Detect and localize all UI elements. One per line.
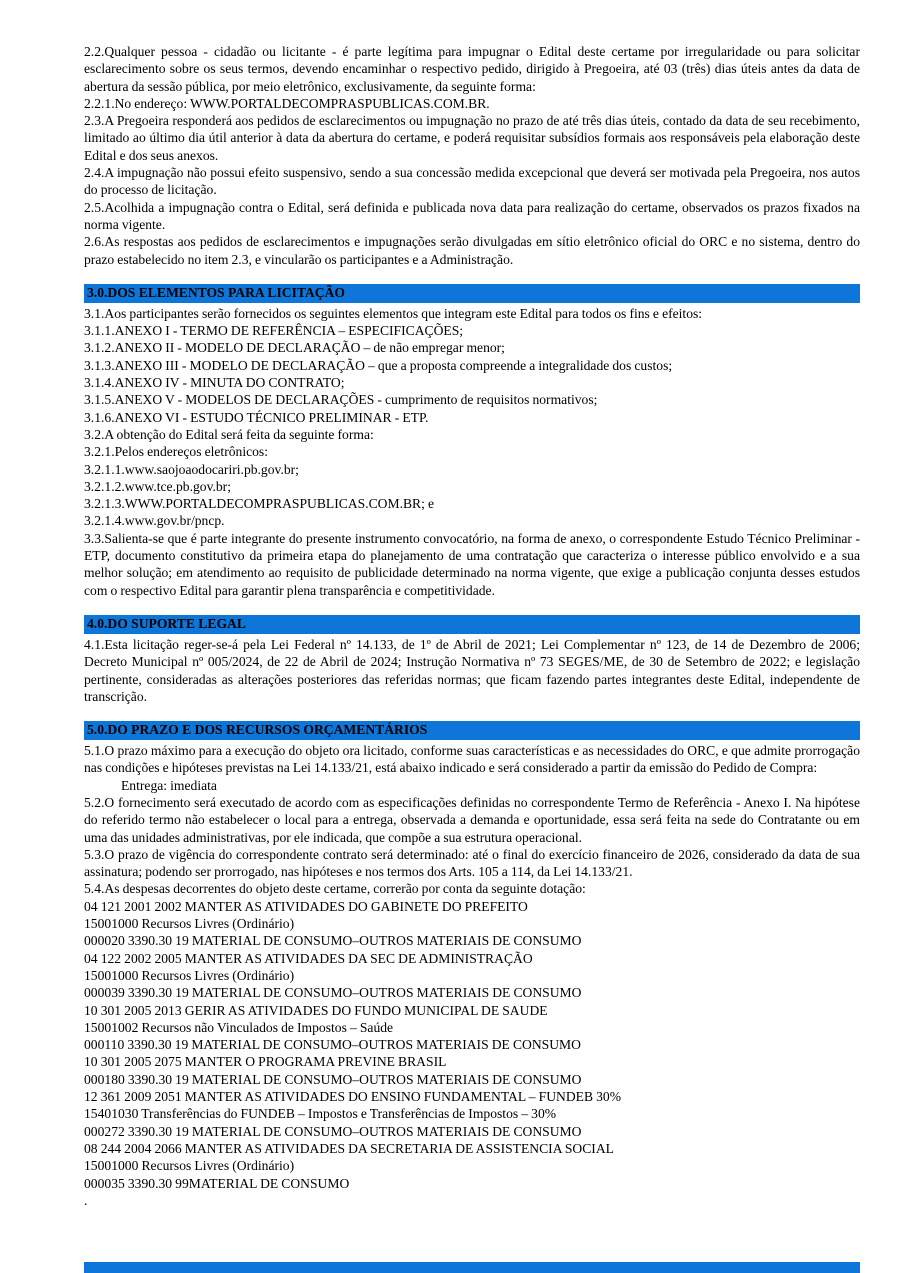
budget-line: 08 244 2004 2066 MANTER AS ATIVIDADES DA SECRETARIA DE ASSISTENCIA SOCIAL xyxy=(84,1140,614,1156)
paragraph-3-1-1: 3.1.1.ANEXO I - TERMO DE REFERÊNCIA – ESPECIFICAÇÕES; xyxy=(84,323,464,339)
paragraph-3-1-5: 3.1.5.ANEXO V - MODELOS DE DECLARAÇÕES - cumprimento de requisitos normativos; xyxy=(84,392,598,408)
section-header-5-0: 5.0.DO PRAZO E DOS RECURSOS ORÇAMENTÁRIOS xyxy=(84,721,860,740)
paragraph-5-4: 5.4.As despesas decorrentes do objeto deste certame, correrão por conta da seguinte dotação: xyxy=(84,881,586,897)
paragraph-2-6: 2.6.As respostas aos pedidos de esclarecimentos e impugnações serão divulgadas em sítio eletrônico oficial do ORC e no sistema, dentro do prazo estabelecido no item 2.3, e vincularão os participantes e a Administração. xyxy=(84,234,860,267)
paragraph-3-1: 3.1.Aos participantes serão fornecidos os seguintes elementos que integram este Edital para todos os fins e efeitos: xyxy=(84,305,703,321)
paragraph-3-2-1-1: 3.2.1.1.www.saojoaodocariri.pb.gov.br; xyxy=(84,461,299,477)
budget-line: 10 301 2005 2075 MANTER O PROGRAMA PREVINE BRASIL xyxy=(84,1054,447,1070)
budget-line: 000272 3390.30 19 MATERIAL DE CONSUMO–OUTROS MATERIAIS DE CONSUMO xyxy=(84,1123,582,1139)
budget-line: 15001000 Recursos Livres (Ordinário) xyxy=(84,967,295,983)
next-section-bar-partial xyxy=(84,1262,860,1273)
trailing-period: . xyxy=(84,1192,88,1208)
budget-line: 15001002 Recursos não Vinculados de Impostos – Saúde xyxy=(84,1019,394,1035)
budget-line: 15001000 Recursos Livres (Ordinário) xyxy=(84,1158,295,1174)
paragraph-3-1-2: 3.1.2.ANEXO II - MODELO DE DECLARAÇÃO – de não empregar menor; xyxy=(84,340,505,356)
budget-line: 000110 3390.30 19 MATERIAL DE CONSUMO–OUTROS MATERIAIS DE CONSUMO xyxy=(84,1037,581,1053)
section-header-4-0: 4.0.DO SUPORTE LEGAL xyxy=(84,615,860,634)
budget-line: 000039 3390.30 19 MATERIAL DE CONSUMO–OUTROS MATERIAIS DE CONSUMO xyxy=(84,985,582,1001)
budget-line: 000035 3390.30 99MATERIAL DE CONSUMO xyxy=(84,1175,350,1191)
paragraph-5-2: 5.2.O fornecimento será executado de acordo com as especificações definidas no correspondente Termo de Referência - Anexo I. Na hipótese do referido termo não estabelecer o local para a entrega, observada a demanda e oportunidade, essa será feita na sede do Contratante ou em uma das unidades administrativas, por ele indicada, que compõe a sua estrutura operacional. xyxy=(84,794,860,845)
paragraph-5-3: 5.3.O prazo de vigência do correspondente contrato será determinado: até o final do exercício financeiro de 2026, considerado da data de sua assinatura; podendo ser prorrogado, nas hipóteses e nos termos dos Arts. 105 a 114, da Lei 14.133/21. xyxy=(84,846,860,880)
paragraph-3-2-1: 3.2.1.Pelos endereços eletrônicos: xyxy=(84,444,268,460)
paragraph-3-3: 3.3.Salienta-se que é parte integrante do presente instrumento convocatório, na forma de anexo, o correspondente Estudo Técnico Preliminar - ETP, documento constitutivo da primeira etapa do planejamento de uma contratação que caracteriza o interesse público envolvido e a sua melhor solução; em atendimento ao requisito de publicidade determinado na norma vigente, que exige a publicação conjunta desses estudos com o respectivo Edital para garantir plena transparência e competitividade. xyxy=(84,530,860,598)
section-header-3-0: 3.0.DOS ELEMENTOS PARA LICITAÇÃO xyxy=(84,284,860,303)
paragraph-3-1-6: 3.1.6.ANEXO VI - ESTUDO TÉCNICO PRELIMINAR - ETP. xyxy=(84,409,429,425)
budget-line: 12 361 2009 2051 MANTER AS ATIVIDADES DO ENSINO FUNDAMENTAL – FUNDEB 30% xyxy=(84,1089,622,1105)
paragraph-3-2-1-3: 3.2.1.3.WWW.PORTALDECOMPRASPUBLICAS.COM.BR; e xyxy=(84,496,435,512)
paragraph-2-2: 2.2.Qualquer pessoa - cidadão ou licitante - é parte legítima para impugnar o Edital deste certame por irregularidade ou para solicitar esclarecimento sobre os seus termos, devendo encaminhar o respectivo pedido, dirigido à Pregoeira, até 03 (três) dias úteis antes da data de abertura da sessão pública, por meio eletrônico, exclusivamente, da seguinte forma: xyxy=(84,44,860,94)
budget-line: 04 122 2002 2005 MANTER AS ATIVIDADES DA SEC DE ADMINISTRAÇÃO xyxy=(84,950,533,966)
paragraph-3-1-4: 3.1.4.ANEXO IV - MINUTA DO CONTRATO; xyxy=(84,375,345,391)
paragraph-2-2-1: 2.2.1.No endereço: WWW.PORTALDECOMPRASPUBLICAS.COM.BR. xyxy=(84,95,490,111)
delivery-terms-line: Entrega: imediata xyxy=(121,777,217,793)
paragraph-5-1: 5.1.O prazo máximo para a execução do objeto ora licitado, conforme suas características e as necessidades do ORC, e que admite prorrogação nas condições e hipóteses previstas na Lei 14.133/21, está abaixo indicado e será considerado a partir da emissão do Pedido de Compra: xyxy=(84,743,860,776)
paragraph-3-1-3: 3.1.3.ANEXO III - MODELO DE DECLARAÇÃO – que a proposta compreende a integralidade dos custos; xyxy=(84,357,673,373)
budget-line: 000180 3390.30 19 MATERIAL DE CONSUMO–OUTROS MATERIAIS DE CONSUMO xyxy=(84,1071,582,1087)
budget-line: 10 301 2005 2013 GERIR AS ATIVIDADES DO FUNDO MUNICIPAL DE SAUDE xyxy=(84,1002,548,1018)
paragraph-2-5: 2.5.Acolhida a impugnação contra o Edital, será definida e publicada nova data para realização do certame, observados os prazos fixados na norma vigente. xyxy=(84,199,860,232)
budget-line: 15401030 Transferências do FUNDEB – Impostos e Transferências de Impostos – 30% xyxy=(84,1106,557,1122)
budget-line: 04 121 2001 2002 MANTER AS ATIVIDADES DO GABINETE DO PREFEITO xyxy=(84,898,528,914)
budget-line: 000020 3390.30 19 MATERIAL DE CONSUMO–OUTROS MATERIAIS DE CONSUMO xyxy=(84,933,582,949)
paragraph-4-1: 4.1.Esta licitação reger-se-á pela Lei Federal nº 14.133, de 1º de Abril de 2021; Lei Complementar nº 123, de 14 de Dezembro de 2006; Decreto Municipal nº 005/2024, de 22 de Abril de 2024; Instrução Normativa nº 73 SEGES/ME, de 30 de Setembro de 2022; e legislação pertinente, consideradas as alterações posteriores das referidas normas; que ficam fazendo partes integrantes deste Edital, independente de transcrição. xyxy=(84,636,860,704)
paragraph-3-2-1-4: 3.2.1.4.www.gov.br/pncp. xyxy=(84,513,225,529)
paragraph-2-4: 2.4.A impugnação não possui efeito suspensivo, sendo a sua concessão medida excepcional que deverá ser motivada pela Pregoeira, nos autos do processo de licitação. xyxy=(84,165,860,198)
paragraph-3-2-1-2: 3.2.1.2.www.tce.pb.gov.br; xyxy=(84,478,231,494)
paragraph-2-3: 2.3.A Pregoeira responderá aos pedidos de esclarecimentos ou impugnação no prazo de até três dias úteis, contado da data de seu recebimento, limitado ao último dia útil anterior à data da abertura do certame, e poderá requisitar subsídios formais aos responsáveis pela elaboração deste Edital e dos seus anexos. xyxy=(84,113,860,163)
budget-line: 15001000 Recursos Livres (Ordinário) xyxy=(84,916,295,932)
paragraph-3-2: 3.2.A obtenção do Edital será feita da seguinte forma: xyxy=(84,426,374,442)
